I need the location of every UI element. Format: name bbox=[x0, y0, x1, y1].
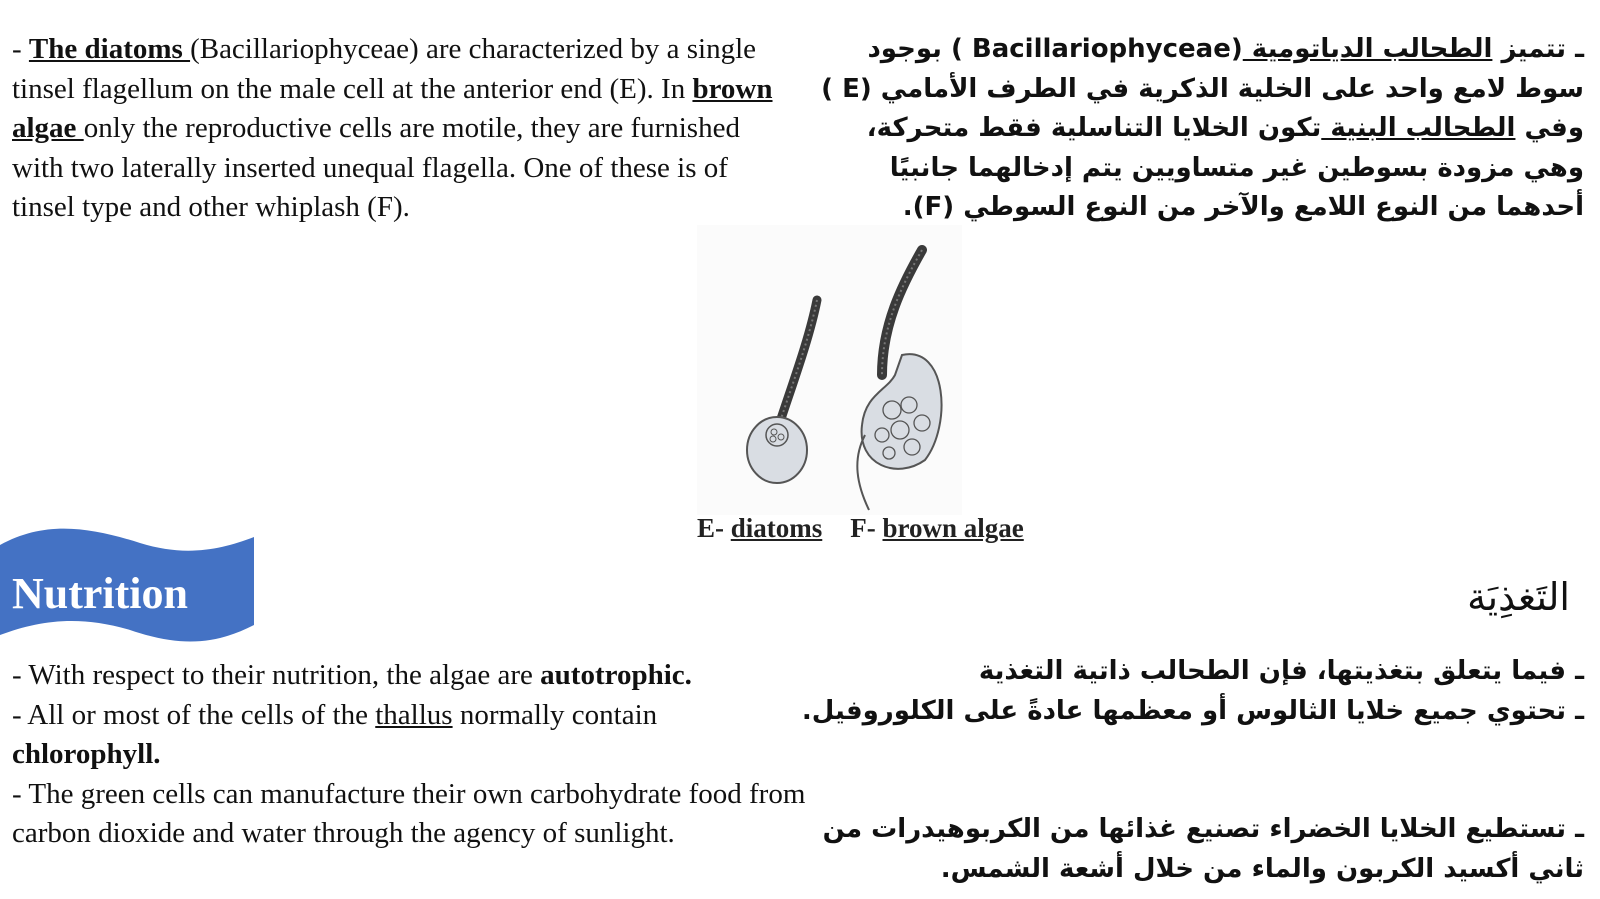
text: ـ تتميز bbox=[1492, 34, 1584, 64]
term-diatoms: The diatoms bbox=[28, 33, 191, 65]
caption-f-term: brown algae bbox=[882, 513, 1024, 543]
term-thallus: thallus bbox=[375, 698, 453, 731]
text: (Bacillariophyceae) are characterized by a single tinsel flagellum on the male cell at the anterior end (E). In bbox=[12, 33, 757, 105]
ar-line-chlorophyll: ـ تحتوي جميع خلايا الثالوس أو معظمها عادةً على الكلوروفيل. bbox=[801, 695, 1584, 726]
caption-f-prefix: F- bbox=[850, 513, 883, 543]
arabic-paragraph-photosynthesis bbox=[794, 810, 1584, 889]
term-diatoms-ar: الطحالب الدياتومية bbox=[1242, 34, 1493, 64]
term-brown-algae-ar: الطحالب البنية bbox=[1321, 113, 1516, 143]
arabic-paragraph-nutrition bbox=[794, 652, 1584, 731]
term-autotrophic: autotrophic. bbox=[540, 659, 692, 691]
nutrition-line-photosynthesis: - The green cells can manufacture their own carbohydrate food from carbon dioxide and water through the agency of sunlight. bbox=[12, 777, 806, 849]
ar-line-autotrophic: ـ فيما يتعلق بتغذيتها، فإن الطحالب ذاتية التغذية bbox=[978, 656, 1584, 686]
figure-caption bbox=[697, 513, 1024, 544]
term-chlorophyll: chlorophyll. bbox=[12, 738, 161, 770]
text: only the reproductive cells are motile, they are furnished with two laterally inserted unequal flagella. One of these is of tinsel type and other whiplash (F). bbox=[12, 112, 740, 223]
text: - With respect to their nutrition, the algae are bbox=[12, 659, 541, 691]
nutrition-heading-ar: التَغذِيَة bbox=[1467, 575, 1570, 619]
english-paragraph-nutrition bbox=[12, 656, 812, 854]
arabic-paragraph-flagella bbox=[804, 30, 1584, 228]
ar-line-photosynthesis: ـ تستطيع الخلايا الخضراء تصنيع غذائها من الكربوهيدرات من ثاني أكسيد الكربون والماء من خلال أشعة الشمس. bbox=[822, 814, 1584, 884]
dash: - bbox=[12, 33, 29, 65]
term-brown-algae: brown algae bbox=[12, 72, 773, 144]
diatom-male-cell bbox=[747, 300, 817, 483]
text: تكون الخلايا التناسلية فقط متحركة، وهي مزودة بسوطين غير متساويين يتم إدخالهما جانبيًا أحدهما من النوع اللامع والآخر من النوع السوطي (F). bbox=[866, 113, 1584, 222]
caption-e-prefix: E- bbox=[697, 513, 731, 543]
nutrition-line-autotrophic bbox=[12, 656, 812, 696]
caption-e-term: diatoms bbox=[730, 513, 823, 543]
english-paragraph-flagella bbox=[12, 30, 797, 228]
nutrition-heading: Nutrition bbox=[12, 569, 188, 618]
flagella-figure bbox=[697, 225, 962, 515]
text: (Bacillariophyceae ) بوجود سوط لامع واحد على الخلية الذكرية في الطرف الأمامي (E ) وفي bbox=[821, 34, 1584, 143]
nutrition-line-chlorophyll bbox=[12, 696, 812, 775]
text: normally contain bbox=[452, 698, 658, 731]
brown-algae-zoospore bbox=[857, 250, 941, 510]
text: - All or most of the cells of the bbox=[12, 698, 376, 731]
